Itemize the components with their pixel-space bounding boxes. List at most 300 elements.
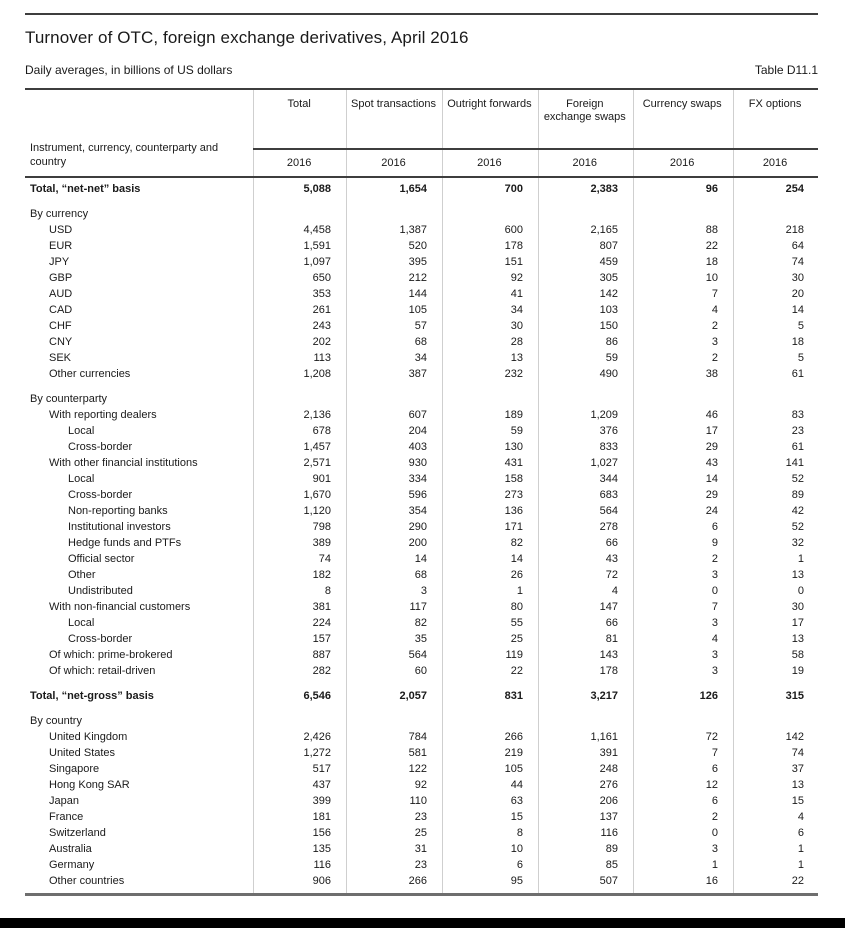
cell-value: 16: [705, 875, 718, 887]
cell-value: [732, 713, 818, 729]
subtitle-row: [25, 63, 818, 77]
row-label: Institutional investors: [68, 521, 171, 533]
cell-value: 41: [510, 288, 523, 300]
cell-value: 3: [420, 585, 427, 597]
cell-value: 72: [605, 569, 618, 581]
cell-value: 20: [791, 288, 804, 300]
cell-value: 19: [791, 665, 804, 677]
table-row: [25, 439, 818, 455]
horizontal-rule-top: [25, 13, 818, 15]
cell-value: [252, 713, 345, 729]
cell-value: [732, 391, 818, 407]
row-label: Hedge funds and PTFs: [68, 537, 182, 549]
cell-value: 831: [504, 690, 523, 702]
section-heading-row: [25, 206, 818, 222]
cell-value: 1,457: [303, 441, 331, 453]
cell-value: [537, 391, 632, 407]
row-label: CNY: [49, 336, 73, 348]
row-label: Hong Kong SAR: [49, 779, 130, 791]
cell-value: 25: [510, 633, 523, 645]
cell-value: 103: [599, 304, 618, 316]
table-row: [25, 286, 818, 302]
row-label: By country: [30, 715, 82, 727]
cell-value: 6: [711, 763, 718, 775]
cell-value: 8: [324, 585, 331, 597]
row-label: Other: [68, 569, 96, 581]
cell-value: 2,571: [303, 457, 331, 469]
row-label: By counterparty: [30, 393, 108, 405]
cell-value: 144: [408, 288, 427, 300]
cell-value: 833: [599, 441, 618, 453]
cell-value: 135: [312, 843, 331, 855]
cell-value: 1,387: [399, 224, 427, 236]
cell-value: 28: [510, 336, 523, 348]
cell-value: 1: [797, 843, 804, 855]
row-label: With other financial institutions: [49, 457, 198, 469]
table-row: [25, 551, 818, 567]
cell-value: 6: [711, 521, 718, 533]
cell-value: 29: [705, 441, 718, 453]
table-row: [25, 302, 818, 318]
section-heading-row: [25, 391, 818, 407]
cell-value: 10: [705, 272, 718, 284]
cell-value: [632, 391, 732, 407]
cell-value: 887: [312, 649, 331, 661]
cell-value: 12: [705, 779, 718, 791]
cell-value: 117: [409, 601, 427, 613]
row-label: France: [49, 811, 84, 823]
column-year: 2016: [537, 148, 632, 176]
row-label: Switzerland: [49, 827, 106, 839]
row-label: With reporting dealers: [49, 409, 157, 421]
row-label: Other currencies: [49, 368, 131, 380]
cell-value: 74: [791, 747, 804, 759]
row-label: Cross-border: [68, 441, 133, 453]
cell-value: 200: [408, 537, 427, 549]
cell-value: 116: [600, 827, 618, 839]
column-year: 2016: [253, 148, 346, 176]
cell-value: 564: [599, 505, 618, 517]
cell-value: 0: [797, 585, 804, 597]
cell-value: 14: [791, 304, 804, 316]
column-year: 2016: [732, 148, 818, 176]
cell-value: 23: [791, 425, 804, 437]
column-year: 2016: [441, 148, 537, 176]
cell-value: 278: [599, 521, 618, 533]
cell-value: 1,208: [303, 368, 331, 380]
row-label: Local: [68, 473, 95, 485]
cell-value: 72: [705, 731, 718, 743]
table-row: [25, 599, 818, 615]
cell-value: 81: [605, 633, 618, 645]
cell-value: 507: [599, 875, 618, 887]
cell-value: 517: [312, 763, 331, 775]
cell-value: 4: [711, 304, 718, 316]
page-subtitle: Daily averages, in billions of US dollars: [25, 63, 233, 77]
cell-value: 7: [711, 288, 718, 300]
cell-value: 0: [711, 585, 718, 597]
row-label: Non-reporting banks: [68, 505, 168, 517]
cell-value: 13: [791, 633, 804, 645]
cell-value: 2: [711, 320, 718, 332]
cell-value: 30: [791, 601, 804, 613]
cell-value: 13: [510, 352, 523, 364]
table-row: [25, 503, 818, 519]
column-year: 2016: [346, 148, 442, 176]
cell-value: 22: [705, 240, 718, 252]
cell-value: 88: [705, 224, 718, 236]
column-label: Total: [287, 98, 311, 110]
cell-value: 6: [516, 859, 523, 871]
row-label: Total, “net-gross” basis: [30, 690, 154, 702]
table-row: [25, 793, 818, 809]
table-row: [25, 809, 818, 825]
cell-value: 8: [516, 827, 523, 839]
column-header-foreign-exchange-swaps: [537, 90, 632, 176]
table-row: [25, 270, 818, 286]
row-label: Australia: [49, 843, 92, 855]
row-label: Cross-border: [68, 633, 133, 645]
cell-value: 7: [711, 601, 718, 613]
cell-value: 22: [510, 665, 523, 677]
row-label: Germany: [49, 859, 95, 871]
cell-value: 116: [313, 859, 331, 871]
cell-value: 25: [414, 827, 427, 839]
cell-value: 10: [510, 843, 523, 855]
cell-value: 34: [414, 352, 427, 364]
cell-value: 178: [504, 240, 523, 252]
row-label: Singapore: [49, 763, 100, 775]
cell-value: 4: [611, 585, 618, 597]
data-table: [25, 88, 818, 896]
cell-value: 119: [505, 649, 523, 661]
row-label: EUR: [49, 240, 73, 252]
table-row: [25, 222, 818, 238]
cell-value: 141: [785, 457, 804, 469]
table-row: [25, 318, 818, 334]
cell-value: 261: [312, 304, 331, 316]
cell-value: 266: [408, 875, 427, 887]
page-title: Turnover of OTC, foreign exchange derivatives, April 2016: [25, 28, 469, 47]
cell-value: 0: [711, 827, 718, 839]
cell-value: 581: [408, 747, 427, 759]
cell-value: 89: [791, 489, 804, 501]
cell-value: 137: [599, 811, 618, 823]
cell-value: 66: [605, 537, 618, 549]
cell-value: 38: [705, 368, 718, 380]
row-label: Of which: retail-driven: [49, 665, 156, 677]
cell-value: 276: [599, 779, 618, 791]
table-row: [25, 615, 818, 631]
row-label: Other countries: [49, 875, 125, 887]
table-row: [25, 567, 818, 583]
row-label: Total, “net-net” basis: [30, 183, 141, 195]
row-label: USD: [49, 224, 73, 236]
table-row: [25, 366, 818, 382]
cell-value: 1,027: [590, 457, 618, 469]
cell-value: 142: [785, 731, 804, 743]
column-header-currency-swaps: [632, 90, 732, 176]
cell-value: 1,097: [303, 256, 331, 268]
cell-value: 218: [785, 224, 804, 236]
cell-value: 189: [504, 409, 523, 421]
cell-value: 353: [312, 288, 331, 300]
cell-value: 204: [408, 425, 427, 437]
cell-value: 901: [312, 473, 331, 485]
cell-value: 600: [504, 224, 523, 236]
cell-value: 92: [414, 779, 427, 791]
cell-value: 273: [504, 489, 523, 501]
cell-value: 30: [510, 320, 523, 332]
cell-value: 3: [711, 843, 718, 855]
cell-value: 74: [791, 256, 804, 268]
table-row: [25, 350, 818, 366]
bottom-black-bar: [0, 918, 845, 928]
cell-value: 1: [516, 585, 523, 597]
row-label: Local: [68, 425, 95, 437]
cell-value: 1: [797, 553, 804, 565]
cell-value: 95: [510, 875, 523, 887]
cell-value: 58: [791, 649, 804, 661]
cell-value: 96: [705, 183, 718, 195]
row-label: Official sector: [68, 553, 135, 565]
cell-value: 37: [791, 763, 804, 775]
cell-value: 156: [312, 827, 331, 839]
cell-value: [252, 391, 345, 407]
cell-value: [632, 713, 732, 729]
table-row: [25, 535, 818, 551]
cell-value: 158: [504, 473, 523, 485]
row-label: AUD: [49, 288, 73, 300]
cell-value: 113: [313, 352, 331, 364]
cell-value: 2: [711, 352, 718, 364]
cell-value: 490: [599, 368, 618, 380]
cell-value: 46: [705, 409, 718, 421]
cell-value: 61: [791, 441, 804, 453]
cell-value: [441, 206, 537, 222]
cell-value: [537, 206, 632, 222]
cell-value: 143: [599, 649, 618, 661]
cell-value: 44: [510, 779, 523, 791]
cell-value: 66: [605, 617, 618, 629]
row-label: Japan: [49, 795, 79, 807]
table-row: [25, 455, 818, 471]
cell-value: 389: [312, 537, 331, 549]
cell-value: 29: [705, 489, 718, 501]
table-row: [25, 729, 818, 745]
cell-value: 17: [705, 425, 718, 437]
cell-value: 6,546: [303, 690, 331, 702]
cell-value: 147: [599, 601, 618, 613]
cell-value: 92: [510, 272, 523, 284]
cell-value: 1: [711, 859, 718, 871]
cell-value: 459: [599, 256, 618, 268]
cell-value: 3: [711, 569, 718, 581]
cell-value: 431: [504, 457, 523, 469]
cell-value: 403: [408, 441, 427, 453]
cell-value: 596: [408, 489, 427, 501]
cell-value: 1,654: [399, 183, 427, 195]
column-header-outright-forwards: [441, 90, 537, 176]
cell-value: 395: [408, 256, 427, 268]
cell-value: 399: [312, 795, 331, 807]
cell-value: 1,209: [590, 409, 618, 421]
cell-value: 52: [791, 473, 804, 485]
cell-value: 607: [408, 409, 427, 421]
table-row: [25, 663, 818, 679]
row-label: United Kingdom: [49, 731, 128, 743]
cell-value: 224: [312, 617, 331, 629]
cell-value: 13: [791, 779, 804, 791]
cell-value: 63: [510, 795, 523, 807]
column-label: Spot transactions: [351, 98, 437, 110]
cell-value: 105: [504, 763, 523, 775]
cell-value: 3,217: [590, 690, 618, 702]
cell-value: 219: [504, 747, 523, 759]
cell-value: 344: [599, 473, 618, 485]
cell-value: 3: [711, 617, 718, 629]
cell-value: 1,591: [303, 240, 331, 252]
table-row: [25, 407, 818, 423]
table-row: [25, 423, 818, 439]
cell-value: 130: [504, 441, 523, 453]
cell-value: 3: [711, 649, 718, 661]
cell-value: 181: [312, 811, 331, 823]
table-row: [25, 761, 818, 777]
cell-value: 2: [711, 553, 718, 565]
cell-value: 151: [504, 256, 523, 268]
row-header-cell: [25, 90, 253, 176]
cell-value: 17: [791, 617, 804, 629]
cell-value: 122: [408, 763, 427, 775]
table-row: [25, 647, 818, 663]
table-number-label: Table D11.1: [754, 63, 818, 77]
cell-value: 784: [408, 731, 427, 743]
cell-value: [252, 206, 345, 222]
cell-value: 23: [414, 859, 427, 871]
cell-value: 683: [599, 489, 618, 501]
cell-value: 7: [711, 747, 718, 759]
cell-value: 43: [605, 553, 618, 565]
table-row: [25, 857, 818, 873]
cell-value: 1,120: [303, 505, 331, 517]
cell-value: 248: [599, 763, 618, 775]
row-label: United States: [49, 747, 116, 759]
cell-value: 2,057: [399, 690, 427, 702]
cell-value: 232: [504, 368, 523, 380]
cell-value: 3: [711, 665, 718, 677]
cell-value: 18: [705, 256, 718, 268]
cell-value: 354: [408, 505, 427, 517]
cell-value: 520: [408, 240, 427, 252]
cell-value: 22: [791, 875, 804, 887]
cell-value: 906: [312, 875, 331, 887]
cell-value: 24: [705, 505, 718, 517]
cell-value: 31: [414, 843, 427, 855]
cell-value: 82: [414, 617, 427, 629]
table-row: [25, 777, 818, 793]
table-row: [25, 181, 818, 197]
column-header-total: [253, 90, 346, 176]
table-row: [25, 825, 818, 841]
row-label: JPY: [49, 256, 70, 268]
cell-value: 142: [599, 288, 618, 300]
cell-value: 6: [711, 795, 718, 807]
row-label: CAD: [49, 304, 73, 316]
cell-value: 68: [414, 569, 427, 581]
row-label: With non-financial customers: [49, 601, 191, 613]
row-label: Cross-border: [68, 489, 133, 501]
cell-value: 34: [510, 304, 523, 316]
cell-value: 2,165: [590, 224, 618, 236]
cell-value: 202: [312, 336, 331, 348]
table-row: [25, 487, 818, 503]
table-body: [25, 178, 818, 893]
table-row: [25, 631, 818, 647]
cell-value: 798: [312, 521, 331, 533]
cell-value: [345, 713, 441, 729]
cell-value: 4: [711, 633, 718, 645]
row-header-label: Instrument, currency, counterparty and country: [30, 142, 219, 168]
cell-value: 282: [312, 665, 331, 677]
cell-value: 700: [504, 183, 523, 195]
row-label: SEK: [49, 352, 72, 364]
cell-value: [441, 713, 537, 729]
row-label: CHF: [49, 320, 72, 332]
cell-value: 60: [414, 665, 427, 677]
cell-value: 437: [312, 779, 331, 791]
cell-value: 5,088: [303, 183, 331, 195]
row-label: GBP: [49, 272, 73, 284]
cell-value: 14: [414, 553, 427, 565]
cell-value: 254: [785, 183, 804, 195]
cell-value: [345, 391, 441, 407]
cell-value: 30: [791, 272, 804, 284]
cell-value: 5: [797, 352, 804, 364]
cell-value: 391: [599, 747, 618, 759]
cell-value: 2,426: [303, 731, 331, 743]
table-row: [25, 238, 818, 254]
cell-value: 13: [791, 569, 804, 581]
cell-value: 14: [510, 553, 523, 565]
cell-value: 212: [408, 272, 427, 284]
cell-value: [345, 206, 441, 222]
cell-value: 4,458: [303, 224, 331, 236]
cell-value: [537, 713, 632, 729]
table-row: [25, 745, 818, 761]
cell-value: 206: [599, 795, 618, 807]
cell-value: 89: [605, 843, 618, 855]
cell-value: 42: [791, 505, 804, 517]
cell-value: 1,272: [303, 747, 331, 759]
table-row: [25, 583, 818, 599]
column-header-fx-options: [732, 90, 818, 176]
cell-value: 387: [408, 368, 427, 380]
cell-value: 83: [791, 409, 804, 421]
cell-value: 4: [797, 811, 804, 823]
cell-value: 305: [599, 272, 618, 284]
cell-value: 14: [705, 473, 718, 485]
cell-value: 126: [699, 690, 718, 702]
column-label: Outright forwards: [447, 98, 532, 110]
row-label: Undistributed: [68, 585, 133, 597]
section-heading-row: [25, 713, 818, 729]
cell-value: 930: [408, 457, 427, 469]
cell-value: 15: [791, 795, 804, 807]
cell-value: 15: [510, 811, 523, 823]
column-year: 2016: [632, 148, 732, 176]
cell-value: 59: [510, 425, 523, 437]
